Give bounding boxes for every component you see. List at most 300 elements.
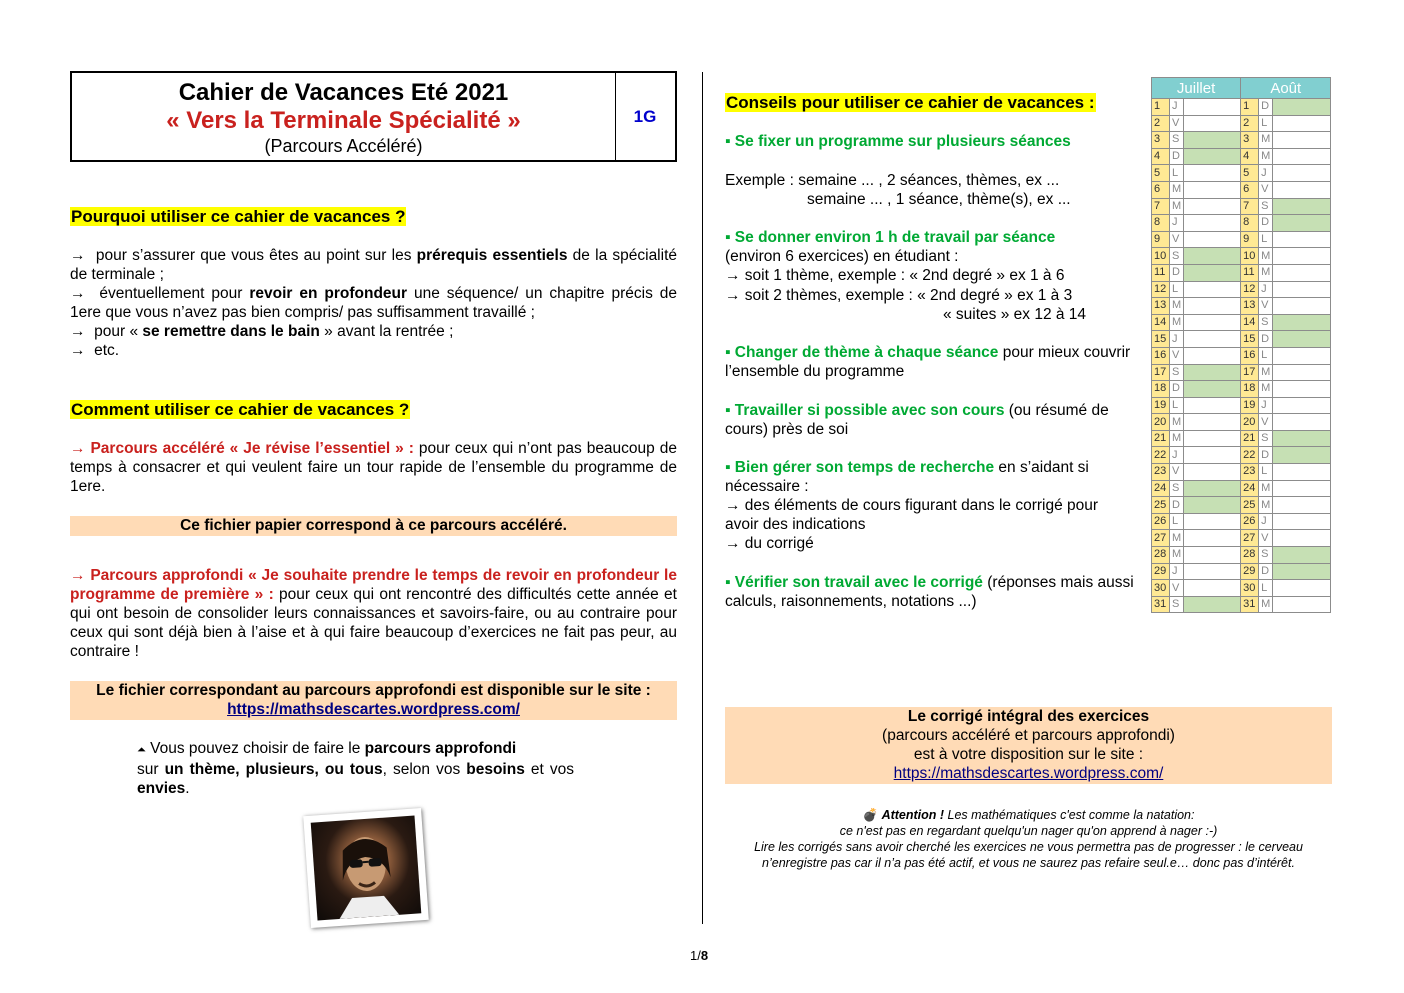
july-day-cell	[1184, 198, 1241, 215]
july-day-cell	[1184, 331, 1241, 348]
arrow-icon: →	[70, 323, 86, 340]
calendar-row	[1152, 231, 1331, 248]
july-day-number: 16	[1152, 347, 1170, 364]
why-item-text-end: une séquence/ un chapitre précis de 1ere que vous n’avez pas bien compris/ pas suffisamment travaillé ;	[70, 285, 678, 321]
july-day-number: 23	[1152, 464, 1170, 481]
calendar-row	[1152, 530, 1331, 547]
tip-change-theme	[725, 343, 1135, 381]
tips-heading	[725, 92, 1096, 114]
attention-line-2: ce n'est pas en regardant quelqu'un nager qu'on apprend à nager :-)	[839, 824, 1218, 838]
why-item-text: éventuellement pour	[85, 285, 250, 302]
example-line-2: semaine ... , 1 séance, thème(s), ex ...	[807, 191, 1071, 208]
july-day-cell	[1184, 115, 1241, 132]
answer-box-link[interactable]: https://mathsdescartes.wordpress.com/	[893, 765, 1164, 782]
july-day-letter: D	[1170, 497, 1184, 514]
july-day-number: 24	[1152, 480, 1170, 497]
july-day-number: 7	[1152, 198, 1170, 215]
deep-text: pour ceux qui ont rencontré des difficultés cette année et qui ont besoin de consolider leurs connaissances et savoirs-faire, ou au contraire pour ceux qui sont déjà bien à l’aise et à qui faire beaucoup d’exercices ne fait pas peur, au contraire !	[70, 586, 677, 660]
bomb-icon: 💣	[862, 808, 879, 822]
july-day-cell	[1184, 580, 1241, 597]
choose-text-1: Vous pouvez choisir de faire le	[145, 740, 365, 757]
july-day-number: 17	[1152, 364, 1170, 381]
calendar-row	[1152, 264, 1331, 281]
august-day-number: 29	[1241, 563, 1259, 580]
august-day-letter: L	[1259, 347, 1273, 364]
august-day-cell	[1273, 381, 1331, 398]
august-day-letter: D	[1259, 215, 1273, 232]
august-day-cell	[1273, 132, 1331, 149]
july-day-cell	[1184, 547, 1241, 564]
august-day-cell	[1273, 530, 1331, 547]
july-day-number: 29	[1152, 563, 1170, 580]
august-day-number: 9	[1241, 231, 1259, 248]
why-item-bold: se remettre dans le bain	[142, 323, 320, 340]
sunglasses-icon	[311, 815, 422, 920]
july-day-letter: J	[1170, 215, 1184, 232]
tip-program: ▪ Se fixer un programme sur plusieurs séances	[725, 133, 1071, 150]
calendar-row	[1152, 347, 1331, 364]
august-day-letter: D	[1259, 447, 1273, 464]
triangle-up-icon: ⏶	[137, 744, 146, 756]
tip-course	[725, 401, 1140, 439]
july-day-letter: J	[1170, 331, 1184, 348]
july-day-number: 27	[1152, 530, 1170, 547]
tip-check-text: (réponses mais aussi calculs, raisonnements, notations ...)	[725, 574, 1134, 610]
july-day-number: 6	[1152, 181, 1170, 198]
attention-line-1: Les mathématiques c'est comme la natation:	[944, 808, 1195, 822]
july-day-cell	[1184, 181, 1241, 198]
why-item	[70, 322, 677, 341]
calendar-row	[1152, 314, 1331, 331]
attention-line-4: n’enregistre pas car il n’a pas été actif, et vous ne saurez pas refaire seul.e… donc pas d’intérêt.	[762, 856, 1295, 870]
july-day-cell	[1184, 264, 1241, 281]
choose-paragraph	[137, 739, 574, 798]
choose-bold-1: parcours approfondi	[364, 740, 517, 757]
attention-label: Attention !	[881, 808, 945, 822]
calendar-row	[1152, 580, 1331, 597]
july-day-cell	[1184, 497, 1241, 514]
july-day-number: 20	[1152, 414, 1170, 431]
july-day-cell	[1184, 148, 1241, 165]
calendar-row	[1152, 281, 1331, 298]
july-day-cell	[1184, 414, 1241, 431]
july-day-letter: S	[1170, 480, 1184, 497]
july-day-number: 4	[1152, 148, 1170, 165]
attention-line-3: Lire les corrigés sans avoir cherché les exercices ne vous permettra pas de progresser : le cerveau	[754, 840, 1303, 854]
july-day-cell	[1184, 99, 1241, 116]
july-day-number: 21	[1152, 430, 1170, 447]
august-day-letter: S	[1259, 430, 1273, 447]
august-day-cell	[1273, 248, 1331, 265]
tip-check-label: ▪ Vérifier son travail avec le corrigé	[725, 574, 983, 591]
july-day-letter: M	[1170, 430, 1184, 447]
page-number	[690, 946, 708, 965]
july-day-number: 1	[1152, 99, 1170, 116]
deep-note-link[interactable]: https://mathsdescartes.wordpress.com/	[227, 701, 520, 718]
august-day-cell	[1273, 165, 1331, 182]
july-day-number: 11	[1152, 264, 1170, 281]
tip-time	[725, 458, 1135, 553]
calendar-row	[1152, 547, 1331, 564]
august-day-letter: M	[1259, 248, 1273, 265]
july-day-letter: V	[1170, 347, 1184, 364]
july-day-number: 15	[1152, 331, 1170, 348]
august-day-cell	[1273, 480, 1331, 497]
august-day-cell	[1273, 115, 1331, 132]
august-day-cell	[1273, 148, 1331, 165]
tip-time-text: en s’aidant si nécessaire :	[725, 459, 1089, 495]
deep-paragraph	[70, 566, 677, 661]
july-day-letter: S	[1170, 596, 1184, 613]
deep-note	[70, 681, 677, 720]
august-day-cell	[1273, 563, 1331, 580]
july-day-number: 9	[1152, 231, 1170, 248]
choose-text-3: , selon vos	[382, 761, 467, 778]
august-day-cell	[1273, 314, 1331, 331]
august-day-letter: L	[1259, 115, 1273, 132]
august-day-number: 17	[1241, 364, 1259, 381]
august-day-letter: V	[1259, 414, 1273, 431]
paper-note: Ce fichier papier correspond à ce parcours accéléré.	[70, 516, 677, 536]
level-label: 1G	[633, 107, 657, 126]
august-day-cell	[1273, 414, 1331, 431]
july-day-letter: V	[1170, 580, 1184, 597]
accelerated-text: pour ceux qui n’ont pas beaucoup de temps à consacrer et qui veulent faire un tour rapide de l’ensemble du programme de 1ere.	[70, 440, 677, 495]
july-day-cell	[1184, 464, 1241, 481]
july-day-letter: M	[1170, 198, 1184, 215]
july-day-number: 19	[1152, 397, 1170, 414]
tip-hour-line-4: « suites » ex 12 à 14	[943, 306, 1087, 323]
why-item	[70, 341, 677, 360]
choose-bold-2: un thème, plusieurs, ou tous	[164, 761, 383, 778]
july-day-letter: J	[1170, 447, 1184, 464]
tip-time-label: ▪ Bien gérer son temps de recherche	[725, 459, 995, 476]
why-item-bold: revoir en profondeur	[249, 285, 408, 302]
calendar-row	[1152, 165, 1331, 182]
tip-time-line-2: → des éléments de cours figurant dans le corrigé pour avoir des indications	[725, 497, 1099, 533]
august-day-letter: D	[1259, 563, 1273, 580]
calendar-row	[1152, 464, 1331, 481]
july-day-cell	[1184, 513, 1241, 530]
july-day-cell	[1184, 132, 1241, 149]
august-day-letter: M	[1259, 497, 1273, 514]
august-day-letter: M	[1259, 364, 1273, 381]
august-day-number: 1	[1241, 99, 1259, 116]
august-day-cell	[1273, 596, 1331, 613]
accelerated-label: → Parcours accéléré « Je révise l’essentiel » :	[70, 440, 414, 457]
august-day-cell	[1273, 298, 1331, 315]
july-day-cell	[1184, 314, 1241, 331]
july-day-cell	[1184, 397, 1241, 414]
august-day-cell	[1273, 513, 1331, 530]
august-day-number: 2	[1241, 115, 1259, 132]
july-day-number: 5	[1152, 165, 1170, 182]
how-heading-text: Comment utiliser ce cahier de vacances ?	[71, 400, 410, 419]
august-day-letter: L	[1259, 580, 1273, 597]
attention-note	[725, 807, 1332, 871]
july-day-letter: J	[1170, 563, 1184, 580]
august-day-cell	[1273, 347, 1331, 364]
august-day-number: 13	[1241, 298, 1259, 315]
july-day-letter: V	[1170, 464, 1184, 481]
why-list	[70, 246, 677, 360]
choose-text-5: .	[185, 780, 190, 797]
why-heading	[70, 206, 406, 228]
july-day-number: 25	[1152, 497, 1170, 514]
tip-hour-line-1: (environ 6 exercices) en étudiant :	[725, 248, 959, 265]
why-item-bold: prérequis essentiels	[416, 247, 568, 264]
august-day-number: 31	[1241, 596, 1259, 613]
august-day-number: 26	[1241, 513, 1259, 530]
why-item-text: pour s’assurer que vous êtes au point sur les	[85, 247, 417, 264]
calendar-month-august: Août	[1241, 78, 1331, 99]
august-day-cell	[1273, 430, 1331, 447]
july-day-letter: V	[1170, 115, 1184, 132]
example-line-1: Exemple : semaine ... , 2 séances, thèmes, ex ...	[725, 172, 1060, 189]
calendar-row	[1152, 414, 1331, 431]
july-day-cell	[1184, 364, 1241, 381]
calendar-row	[1152, 181, 1331, 198]
july-day-number: 3	[1152, 132, 1170, 149]
august-day-number: 12	[1241, 281, 1259, 298]
tips-heading-text: Conseils pour utiliser ce cahier de vacances :	[726, 93, 1095, 112]
august-day-letter: V	[1259, 298, 1273, 315]
july-day-cell	[1184, 447, 1241, 464]
july-day-cell	[1184, 165, 1241, 182]
july-day-letter: M	[1170, 530, 1184, 547]
july-day-letter: L	[1170, 513, 1184, 530]
accelerated-paragraph	[70, 439, 677, 496]
august-day-number: 4	[1241, 148, 1259, 165]
calendar-row	[1152, 430, 1331, 447]
answer-box-line-2: (parcours accéléré et parcours approfondi)	[882, 727, 1175, 744]
tip-hour-line-2: → soit 1 thème, exemple : « 2nd degré » ex 1 à 6	[725, 267, 1065, 284]
why-item-text: etc.	[85, 342, 120, 359]
july-day-cell	[1184, 530, 1241, 547]
august-day-number: 20	[1241, 414, 1259, 431]
calendar-row	[1152, 148, 1331, 165]
august-day-number: 19	[1241, 397, 1259, 414]
august-day-letter: M	[1259, 148, 1273, 165]
tip-course-text: (ou résumé de cours) près de soi	[725, 402, 1109, 438]
calendar-row	[1152, 513, 1331, 530]
tip-course-label: ▪ Travailler si possible avec son cours	[725, 402, 1005, 419]
calendar-row	[1152, 364, 1331, 381]
choose-bold-4: envies	[137, 780, 186, 797]
august-day-letter: J	[1259, 165, 1273, 182]
august-day-cell	[1273, 331, 1331, 348]
july-day-number: 22	[1152, 447, 1170, 464]
july-day-number: 30	[1152, 580, 1170, 597]
august-day-number: 3	[1241, 132, 1259, 149]
july-day-cell	[1184, 480, 1241, 497]
july-day-cell	[1184, 430, 1241, 447]
document-subtitle: « Vers la Terminale Spécialité »	[166, 107, 521, 134]
august-day-number: 10	[1241, 248, 1259, 265]
july-day-number: 28	[1152, 547, 1170, 564]
august-day-cell	[1273, 264, 1331, 281]
why-item	[70, 246, 677, 284]
july-day-cell	[1184, 215, 1241, 232]
calendar-row	[1152, 298, 1331, 315]
july-day-number: 2	[1152, 115, 1170, 132]
choose-bold-3: besoins	[466, 761, 525, 778]
august-day-letter: S	[1259, 198, 1273, 215]
summer-calendar	[1151, 77, 1331, 613]
august-day-number: 27	[1241, 530, 1259, 547]
august-day-number: 16	[1241, 347, 1259, 364]
july-day-letter: M	[1170, 181, 1184, 198]
arrow-icon: →	[70, 285, 86, 302]
august-day-number: 15	[1241, 331, 1259, 348]
calendar-row	[1152, 497, 1331, 514]
august-day-letter: J	[1259, 513, 1273, 530]
deep-label: → Parcours approfondi « Je souhaite prendre le temps de revoir en profondeur le programme de première » :	[70, 567, 677, 603]
august-day-letter: D	[1259, 99, 1273, 116]
tip-change-theme-label: ▪ Changer de thème à chaque séance	[725, 344, 999, 361]
august-day-letter: J	[1259, 397, 1273, 414]
august-day-letter: L	[1259, 464, 1273, 481]
august-day-letter: D	[1259, 331, 1273, 348]
august-day-cell	[1273, 580, 1331, 597]
july-day-cell	[1184, 563, 1241, 580]
july-day-number: 10	[1152, 248, 1170, 265]
july-day-cell	[1184, 596, 1241, 613]
why-item-text-end: » avant la rentrée ;	[319, 323, 454, 340]
july-day-number: 12	[1152, 281, 1170, 298]
july-day-letter: S	[1170, 132, 1184, 149]
july-day-number: 26	[1152, 513, 1170, 530]
august-day-cell	[1273, 547, 1331, 564]
calendar-row	[1152, 115, 1331, 132]
july-day-letter: V	[1170, 231, 1184, 248]
july-day-letter: D	[1170, 381, 1184, 398]
document-track: (Parcours Accéléré)	[264, 136, 423, 156]
july-day-cell	[1184, 231, 1241, 248]
august-day-number: 21	[1241, 430, 1259, 447]
tip-check	[725, 573, 1135, 611]
title-box	[70, 71, 677, 162]
july-day-letter: S	[1170, 364, 1184, 381]
page-current: 1/	[690, 948, 701, 963]
tip-hour: ▪ Se donner environ 1 h de travail par séance	[725, 229, 1056, 246]
choose-text-4: et vos	[524, 761, 574, 778]
july-day-cell	[1184, 298, 1241, 315]
august-day-letter: M	[1259, 596, 1273, 613]
august-day-letter: M	[1259, 381, 1273, 398]
august-day-number: 8	[1241, 215, 1259, 232]
august-day-number: 6	[1241, 181, 1259, 198]
august-day-cell	[1273, 497, 1331, 514]
august-day-number: 22	[1241, 447, 1259, 464]
august-day-cell	[1273, 447, 1331, 464]
august-day-number: 28	[1241, 547, 1259, 564]
calendar-row	[1152, 99, 1331, 116]
august-day-letter: S	[1259, 314, 1273, 331]
july-day-cell	[1184, 248, 1241, 265]
july-day-letter: M	[1170, 298, 1184, 315]
august-day-letter: M	[1259, 264, 1273, 281]
july-day-letter: M	[1170, 547, 1184, 564]
august-day-letter: V	[1259, 181, 1273, 198]
calendar-row	[1152, 397, 1331, 414]
july-day-cell	[1184, 347, 1241, 364]
answer-box-line-3: est à votre disposition sur le site :	[913, 746, 1144, 763]
tip-change-theme-text: pour mieux couvrir l’ensemble du programme	[725, 344, 1131, 380]
calendar-row	[1152, 248, 1331, 265]
tip-hour-line-3: → soit 2 thèmes, exemple : « 2nd degré » ex 1 à 3	[725, 287, 1073, 304]
calendar-row	[1152, 480, 1331, 497]
july-day-letter: M	[1170, 314, 1184, 331]
title-main	[72, 73, 616, 160]
august-day-number: 30	[1241, 580, 1259, 597]
choose-text-2: sur	[137, 761, 165, 778]
answer-box-title: Le corrigé intégral des exercices	[907, 708, 1150, 725]
august-day-cell	[1273, 231, 1331, 248]
august-day-cell	[1273, 464, 1331, 481]
august-day-cell	[1273, 198, 1331, 215]
august-day-cell	[1273, 364, 1331, 381]
document-title: Cahier de Vacances Eté 2021	[178, 79, 509, 106]
july-day-cell	[1184, 281, 1241, 298]
august-day-letter: J	[1259, 281, 1273, 298]
august-day-letter: M	[1259, 480, 1273, 497]
july-day-number: 18	[1152, 381, 1170, 398]
august-day-letter: M	[1259, 132, 1273, 149]
july-day-letter: D	[1170, 264, 1184, 281]
july-day-letter: L	[1170, 397, 1184, 414]
august-day-letter: L	[1259, 231, 1273, 248]
august-day-cell	[1273, 99, 1331, 116]
july-day-letter: S	[1170, 248, 1184, 265]
august-day-cell	[1273, 215, 1331, 232]
portrait-image	[311, 815, 422, 920]
answer-box	[725, 707, 1332, 784]
calendar-row	[1152, 198, 1331, 215]
column-divider	[702, 72, 703, 924]
july-day-cell	[1184, 381, 1241, 398]
august-day-cell	[1273, 397, 1331, 414]
why-heading-text: Pourquoi utiliser ce cahier de vacances ?	[71, 207, 406, 226]
july-day-letter: L	[1170, 165, 1184, 182]
calendar-row	[1152, 331, 1331, 348]
july-day-number: 8	[1152, 215, 1170, 232]
calendar-row	[1152, 563, 1331, 580]
calendar-row	[1152, 132, 1331, 149]
calendar-row	[1152, 215, 1331, 232]
august-day-number: 5	[1241, 165, 1259, 182]
calendar-month-july: Juillet	[1152, 78, 1241, 99]
august-day-number: 24	[1241, 480, 1259, 497]
how-heading	[70, 399, 410, 421]
august-day-number: 7	[1241, 198, 1259, 215]
july-day-letter: M	[1170, 414, 1184, 431]
july-day-number: 14	[1152, 314, 1170, 331]
august-day-number: 14	[1241, 314, 1259, 331]
arrow-icon: →	[70, 342, 86, 359]
july-day-letter: L	[1170, 281, 1184, 298]
july-day-letter: J	[1170, 99, 1184, 116]
july-day-number: 31	[1152, 596, 1170, 613]
why-item-text-end: de la spécialité de terminale ;	[70, 247, 677, 283]
august-day-number: 25	[1241, 497, 1259, 514]
deep-note-text: Le fichier correspondant au parcours approfondi est disponible sur le site :	[96, 682, 651, 699]
august-day-number: 23	[1241, 464, 1259, 481]
calendar-row	[1152, 596, 1331, 613]
why-item	[70, 284, 677, 322]
august-day-cell	[1273, 181, 1331, 198]
july-day-number: 13	[1152, 298, 1170, 315]
